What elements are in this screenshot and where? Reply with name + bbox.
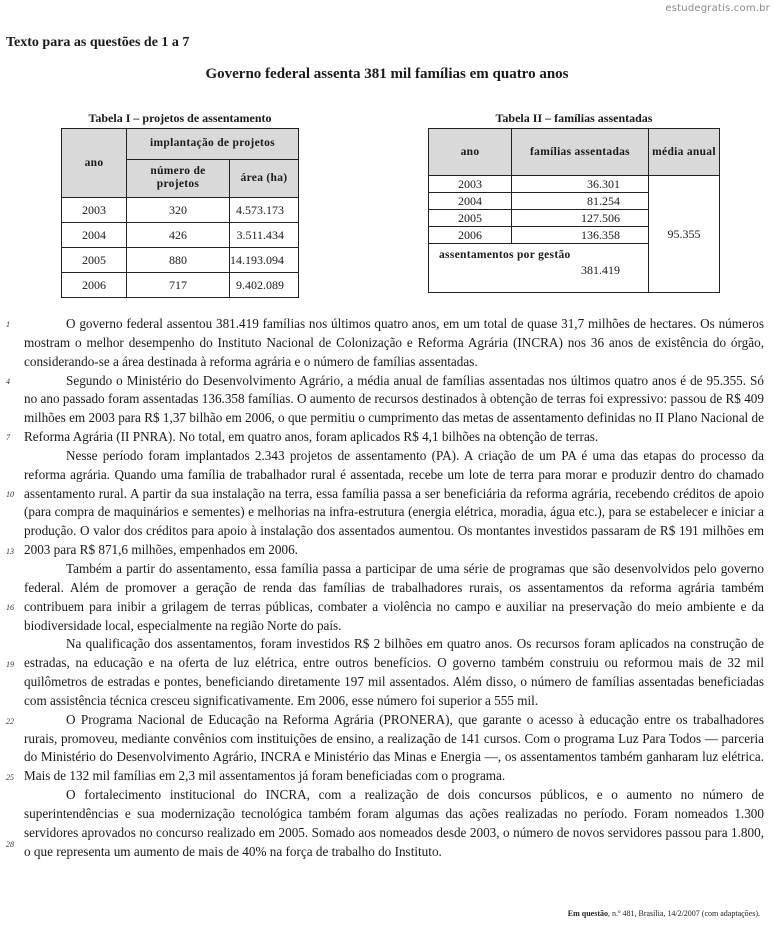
paragraph: O fortalecimento institucional do INCRA, com a realização de dois concursos públicos, e o aumento no número de superintendências e sua modernização tecnológica também foram algumas das ações realizadas no período. Foram nomeados 1.300 servidores aprovados no concurso realizado em 2005. Somado aos nomeados desde 2003, o número de novos servidores passou para 1.800, o que representa um aumento de mais de 40% na força de trabalho do Instituto.	[24, 787, 764, 859]
line-number: 19	[6, 660, 14, 669]
table1-header-numero: número de projetos	[127, 159, 230, 197]
cell-ano: 2005	[429, 210, 512, 227]
table-row	[62, 248, 299, 273]
paragraph: Segundo o Ministério do Desenvolvimento Agrário, a média anual de famílias assentadas nos últimos quatro anos é de 95.355. Só no ano passado foram assentadas 136.358 famílias. O aumento de recursos destinados à obtenção de terras foi expressivo: passou de R$ 409 milhões em 2003 para R$ 1,37 bilhão em 2006, o que permitiu o cumprimento das metas de assentamento definidas no II Plano Nacional de Reforma Agrária (II PNRA). No total, em quatro anos, foram aplicados R$ 4,1 bilhões na obtenção de terras.	[24, 372, 764, 445]
paragraph: Também a partir do assentamento, essa família passa a participar de uma série de programas que são desenvolvidos pelo governo federal. Além de promover a geração de renda das famílias de trabalhadores rurais, os assentamentos da reforma agrária também contribuem para inibir a grilagem de terras públicas, combater a violência no campo e auxiliar na preservação do meio ambiente e da biodiversidade local, especialmente na região Norte do país.	[24, 560, 764, 633]
cell-familias: 81.254	[512, 193, 649, 210]
cell-ano: 2003	[62, 198, 127, 223]
line-number: 25	[6, 773, 14, 782]
paragraph: O Programa Nacional de Educação na Reforma Agrária (PRONERA), que garante o acesso à educação entre os trabalhadores rurais, promoveu, mediante convênios com instituições de ensino, a realização de 141 cursos. Com o programa Luz Para Todos — parceria do Ministério do Desenvolvimento Agrário, INCRA e Ministério das Minas e Energia —, os assentamentos também ganharam luz elétrica. Mais de 132 mil famílias em 2,3 mil assentamentos já foram beneficiadas com o programa.	[24, 711, 764, 784]
table1-caption: Tabela I – projetos de assentamento	[88, 111, 272, 125]
cell-area: 9.402.089	[230, 273, 299, 298]
cell-gestao	[429, 244, 649, 293]
line-number: 7	[6, 433, 10, 442]
cell-area: 14.193.094	[230, 248, 299, 273]
table-familias-assentadas	[428, 128, 720, 293]
cell-familias: 127.506	[512, 210, 649, 227]
source-details: , n.º 481, Brasília, 14/2/2007 (com adaptações).	[608, 909, 760, 918]
table2-header-ano: ano	[429, 129, 512, 176]
watermark: estudegratis.com.br	[665, 3, 770, 14]
line-number: 4	[6, 377, 10, 386]
cell-ano: 2004	[62, 223, 127, 248]
article-title: Governo federal assenta 381 mil famílias em quatro anos	[205, 66, 569, 82]
cell-familias: 136.358	[512, 227, 649, 244]
table-projetos-assentamento	[61, 128, 299, 298]
paragraph: O governo federal assentou 381.419 famílias nos últimos quatro anos, em um total de quase 31,7 milhões de hectares. Os números mostram o melhor desempenho do Instituto Nacional de Colonização e Reforma Agrária (INCRA) nos 36 anos de existência do órgão, considerando-se a área destinada à reforma agrária e o número de famílias assentadas.	[24, 316, 764, 369]
source-citation	[568, 909, 760, 918]
cell-ano: 2006	[62, 273, 127, 298]
article-body	[24, 315, 764, 861]
cell-numero: 880	[127, 248, 230, 273]
cell-ano: 2005	[62, 248, 127, 273]
cell-ano: 2006	[429, 227, 512, 244]
cell-ano: 2004	[429, 193, 512, 210]
table-row	[62, 198, 299, 223]
paragraph: Nesse período foram implantados 2.343 projetos de assentamento (PA). A criação de um PA é uma das etapas do processo da reforma agrária. Quando uma família de trabalhador rural é assentada, recebe um lote de terra para morar e produzir dentro do chamado assentamento rural. A partir da sua instalação na terra, essa família passa a ser beneficiária da reforma agrária, recebendo créditos de apoio (para compra de maquinários e sementes) e melhorias na infra-estrutura (energia elétrica, moradia, água etc.), para se estabelecer e iniciar a produção. O valor dos créditos para apoio à instalação dos assentados aumentou. Os montantes investidos passaram de R$ 191 milhões em 2003 para R$ 871,6 milhões, empenhados em 2006.	[24, 447, 764, 558]
table-row	[62, 273, 299, 298]
cell-familias: 36.301	[512, 176, 649, 193]
line-number: 22	[6, 717, 14, 726]
cell-area: 4.573.173	[230, 198, 299, 223]
line-number: 28	[6, 840, 14, 849]
table-row	[429, 176, 720, 193]
table2-header-media: média anual	[649, 129, 720, 176]
cell-numero: 717	[127, 273, 230, 298]
cell-numero: 320	[127, 198, 230, 223]
cell-ano: 2003	[429, 176, 512, 193]
source-publication: Em questão	[567, 909, 608, 918]
table1-header-implantacao: implantação de projetos	[127, 129, 299, 160]
cell-numero: 426	[127, 223, 230, 248]
gestao-value: 381.419	[581, 263, 620, 277]
table1-header-area: área (ha)	[230, 159, 299, 197]
line-number: 13	[6, 547, 14, 556]
cell-area: 3.511.434	[230, 223, 299, 248]
cell-media-anual: 95.355	[649, 176, 720, 293]
table-row	[62, 223, 299, 248]
line-number: 1	[6, 320, 10, 329]
table2-caption: Tabela II – famílias assentadas	[495, 111, 653, 125]
gestao-label: assentamentos por gestão	[439, 249, 571, 261]
line-number: 16	[6, 603, 14, 612]
table1-header-ano: ano	[62, 129, 127, 198]
section-heading: Texto para as questões de 1 a 7	[6, 35, 190, 50]
line-number: 10	[6, 490, 14, 499]
table2-header-familias: famílias assentadas	[512, 129, 649, 176]
paragraph: Na qualificação dos assentamentos, foram investidos R$ 2 bilhões em quatro anos. Os recursos foram aplicados na construção de estradas, na educação e na oferta de luz elétrica, entre outros benefícios. O governo também construiu ou reformou mais de 32 mil quilômetros de estradas e pontes, beneficiando diretamente 197 mil assentados. Além disso, o número de famílias assentadas beneficiadas com assistência técnica cresceu significativamente. Em 2006, esse número foi superior a 555 mil.	[24, 636, 764, 708]
